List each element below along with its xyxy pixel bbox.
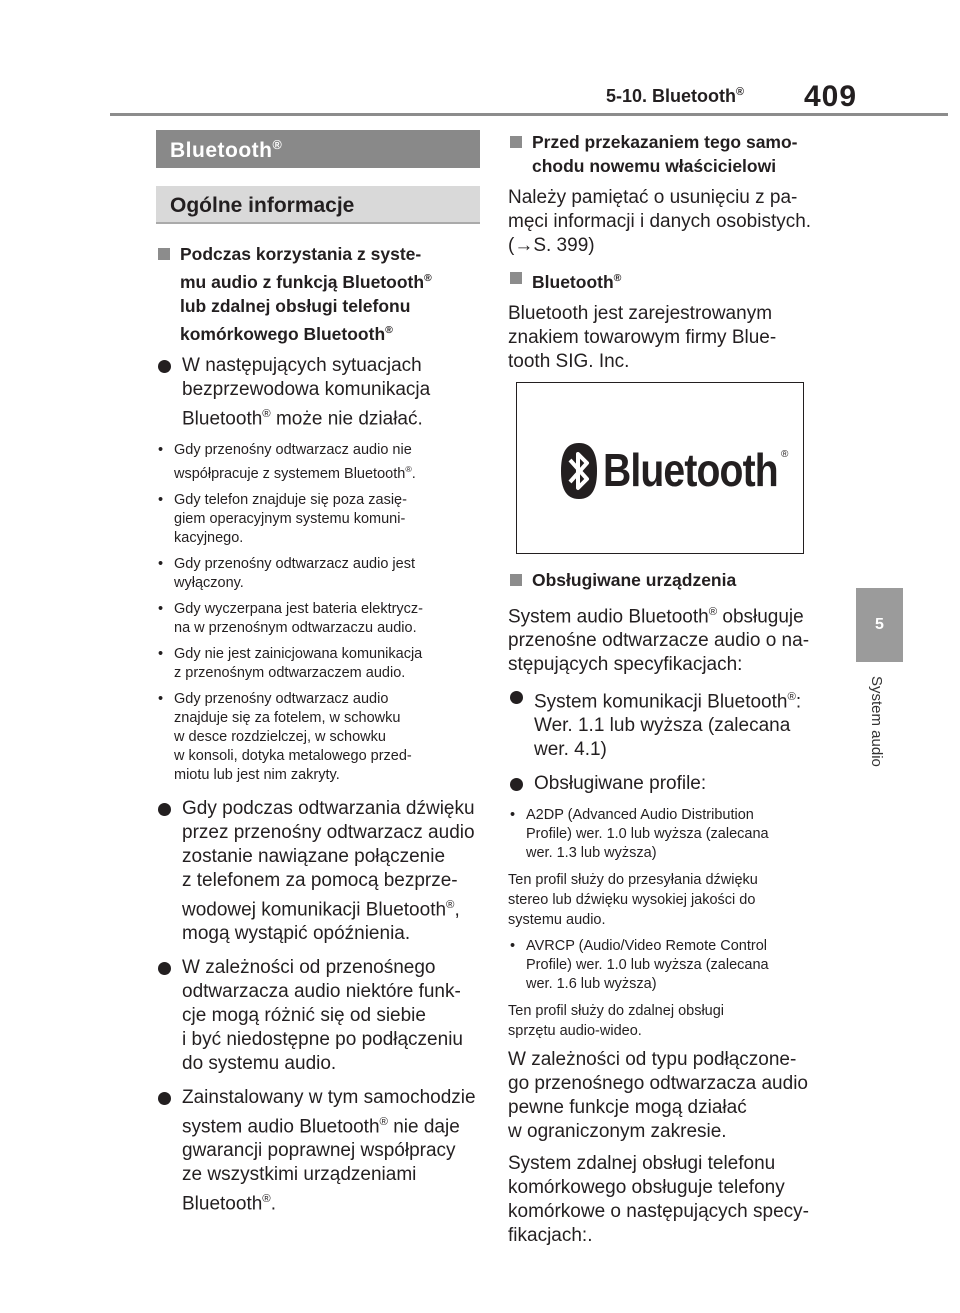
list-item: System komunikacji Bluetooth®: Wer. 1.1 lub wyższa (zalecana wer. 4.1) bbox=[508, 685, 830, 762]
header-rule bbox=[110, 113, 948, 116]
paragraph: System zdalnej obsługi telefonu komórkowego obsługuje telefony komórkowe o następujących specy- fikacjach:. bbox=[508, 1153, 809, 1247]
circle-bullet-icon bbox=[510, 778, 523, 791]
list-item: Gdy podczas odtwarzania dźwięku przez przenośny odtwarzacz audio zostanie nawiązane połączenie z telefonem za pomocą bezprze- wodowej komunikacji Bluetooth®, mogą wystąpić opóźnienia. bbox=[156, 797, 480, 946]
chapter-tab: 5 bbox=[856, 588, 903, 662]
paragraph: Należy pamiętać o usunięciu z pa- męci informacji i danych osobistych. (→S. 399) bbox=[508, 187, 812, 256]
section-heading: Bluetooth® bbox=[156, 130, 480, 168]
list-item: W następujących sytuacjach bezprzewodowa komunikacja Bluetooth® może nie działać. bbox=[156, 354, 480, 431]
circle-bullet-icon bbox=[510, 691, 523, 704]
square-bullet-icon bbox=[158, 248, 170, 260]
paragraph: System audio Bluetooth® obsługuje przenośne odtwarzacze audio o na- stępujących specyfikacjach: bbox=[508, 605, 810, 676]
paragraph: W zależności od typu podłączone- go przenośnego odtwarzacza audio pewne funkcje mogą działać w ograniczonym zakresie. bbox=[508, 1049, 808, 1143]
bluetooth-wordmark: Bluetooth bbox=[603, 443, 778, 496]
section-title: 5-10. Bluetooth® bbox=[606, 86, 744, 106]
bluetooth-logo bbox=[516, 382, 804, 554]
right-column bbox=[508, 130, 830, 1256]
page-number: 409 bbox=[804, 80, 858, 113]
square-bullet-icon bbox=[510, 272, 522, 284]
list-item: • Gdy przenośny odtwarzacz audio nie współpracuje z systemem Bluetooth®. bbox=[156, 441, 480, 484]
circle-bullet-icon bbox=[158, 360, 171, 373]
list-item: • Gdy telefon znajduje się poza zasię- giem operacyjnym systemu komuni- kacyjnego. bbox=[156, 491, 480, 548]
left-column bbox=[156, 130, 480, 1227]
list-item: • A2DP (Advanced Audio Distribution Profile) wer. 1.0 lub wyższa (zalecana wer. 1.3 lub wyższa) bbox=[508, 806, 830, 863]
square-bullet-icon bbox=[510, 574, 522, 586]
note: Ten profil służy do zdalnej obsługi sprzętu audio-wideo. bbox=[508, 1003, 725, 1040]
list-item: Obsługiwane profile: bbox=[508, 772, 830, 796]
paragraph: Bluetooth jest zarejestrowanym znakiem towarowym firmy Blue- tooth SIG. Inc. bbox=[508, 302, 777, 372]
list-item: • Gdy przenośny odtwarzacz audio znajduje się za fotelem, w schowku w desce rozdzielczej, w schowku w konsoli, dotyka metalowego przed- miotu lub jest nim zakryty. bbox=[156, 690, 480, 785]
circle-bullet-icon bbox=[158, 1092, 171, 1105]
topic-heading: Bluetooth® bbox=[508, 266, 830, 294]
list-item: • AVRCP (Audio/Video Remote Control Profile) wer. 1.0 lub wyższa (zalecana wer. 1.6 lub wyższa) bbox=[508, 937, 830, 994]
list-item: • Gdy nie jest zainicjowana komunikacja z przenośnym odtwarzaczem audio. bbox=[156, 645, 480, 683]
topic-heading: Obsługiwane urządzenia bbox=[508, 568, 830, 592]
topic-heading: Przed przekazaniem tego samo- chodu nowemu właścicielowi bbox=[508, 130, 830, 178]
circle-bullet-icon bbox=[158, 803, 171, 816]
list-item: • Gdy przenośny odtwarzacz audio jest wyłączony. bbox=[156, 555, 480, 593]
note: Ten profil służy do przesyłania dźwięku stereo lub dźwięku wysokiej jakości do systemu audio. bbox=[508, 872, 758, 929]
list-item: W zależności od przenośnego odtwarzacza audio niektóre funk- cje mogą różnić się od siebie i być niedostępne po podłączeniu do systemu audio. bbox=[156, 956, 480, 1076]
bluetooth-icon bbox=[559, 441, 599, 501]
circle-bullet-icon bbox=[158, 962, 171, 975]
registered-mark: ® bbox=[781, 448, 789, 460]
list-item: • Gdy wyczerpana jest bateria elektrycz- na w przenośnym odtwarzaczu audio. bbox=[156, 600, 480, 638]
subsection-heading: Ogólne informacje bbox=[156, 186, 480, 224]
chapter-label: System audio bbox=[868, 676, 885, 767]
list-item: Zainstalowany w tym samochodzie system audio Bluetooth® nie daje gwarancji poprawnej współpracy ze wszystkimi urządzeniami Bluetooth®. bbox=[156, 1086, 480, 1217]
square-bullet-icon bbox=[510, 136, 522, 148]
topic-heading: Podczas korzystania z syste- mu audio z funkcją Bluetooth® lub zdalnej obsługi telefonu komórkowego Bluetooth® bbox=[156, 242, 480, 346]
